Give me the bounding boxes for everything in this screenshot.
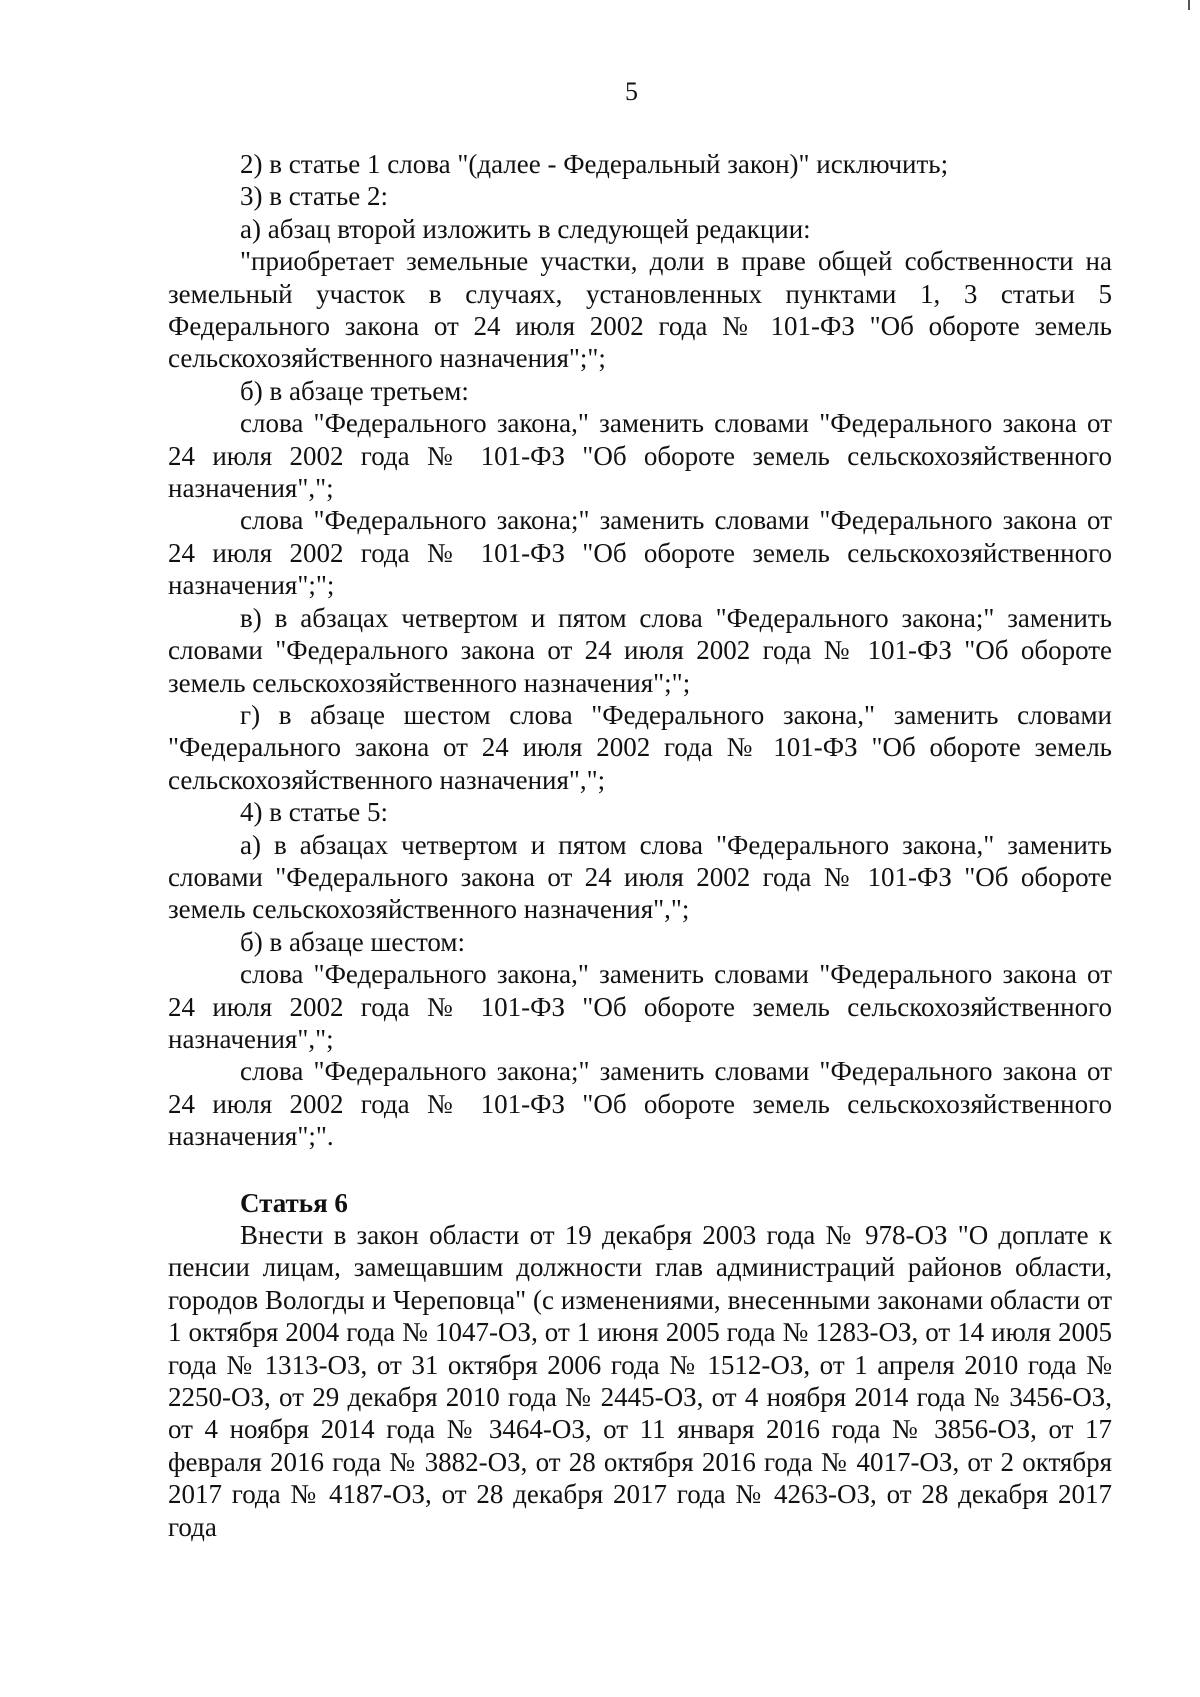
paragraph-5b-words-1: слова "Федерального закона," заменить словами "Федерального закона от 24 июля 2002 года № 101-ФЗ "Об обороте земель сельскохозяйственного назначения","; (168, 959, 1112, 1054)
paragraph-2a: а) абзац второй изложить в следующей редакции: (240, 213, 811, 244)
paragraph-5a: а) в абзацах четвертом и пятом слова "Федерального закона," заменить словами "Федерального закона от 24 июля 2002 года № 101-ФЗ "Об обороте земель сельскохозяйственного назначения","; (168, 829, 1112, 925)
paragraph-2a-quote: "приобретает земельные участки, доли в праве общей собственности на земельный участок в случаях, установленных пунктами 1, 3 статьи 5 Федерального закона от 24 июля 2002 года № 101-ФЗ "Об обороте земель сельскохозяйственного назначения";"; (168, 246, 1112, 374)
paragraph-2b-words-2: слова "Федерального закона;" заменить словами "Федерального закона от 24 июля 2002 года № 101-ФЗ "Об обороте земель сельскохозяйственного назначения";"; (168, 505, 1112, 601)
paragraph-article-2-heading: 3) в статье 2: (240, 181, 388, 212)
document-body (168, 148, 1112, 1543)
article-title: Статья 6 (240, 1187, 348, 1218)
paragraph-2v: в) в абзацах четвертом и пятом слова "Федерального закона;" заменить словами "Федерального закона от 24 июля 2002 года № 101-ФЗ "Об обороте земель сельскохозяйственного назначения";"; (168, 602, 1112, 698)
page-number: 5 (625, 77, 638, 106)
paragraph-2g: г) в абзаце шестом слова "Федерального закона," заменить словами "Федерального закона от 24 июля 2002 года № 101-ФЗ "Об обороте земель сельскохозяйственного назначения","; (168, 699, 1112, 795)
paragraph-article-1-amendment: 2) в статье 1 слова "(далее - Федеральный закон)" исключить; (240, 149, 949, 179)
paragraph-2b: б) в абзаце третьем: (240, 375, 469, 406)
scan-edge-mark (1188, 0, 1190, 10)
paragraph-2b-words-1: слова "Федерального закона," заменить словами "Федерального закона от 24 июля 2002 года № 101-ФЗ "Об обороте земель сельскохозяйственного назначения","; (168, 408, 1112, 504)
article-text: Внести в закон области от 19 декабря 2003 года № 978-ОЗ "О доплате к пенсии лицам, замещавшим должности глав администраций районов области, городов Вологды и Череповца" (с изменениями, внесенными законами области от 1 октября 2004 года № 1047-ОЗ, от 1 июня 2005 года № 1283-ОЗ, от 14 июля 2005 года № 1313-ОЗ, от 31 октября 2006 года № 1512-ОЗ, от 1 апреля 2010 года № 2250-ОЗ, от 29 декабря 2010 года № 2445-ОЗ, от 4 ноября 2014 года № 3456-ОЗ, от 4 ноября 2014 года № 3464-ОЗ, от 11 января 2016 года № 3856-ОЗ, от 17 февраля 2016 года № 3882-ОЗ, от 28 октября 2016 года № 4017-ОЗ, от 2 октября 2017 года № 4187-ОЗ, от 28 декабря 2017 года № 4263-ОЗ, от 28 декабря 2017 года (168, 1220, 1112, 1542)
paragraph-article-5-heading: 4) в статье 5: (240, 797, 388, 828)
paragraph-5b-words-2: слова "Федерального закона;" заменить словами "Федерального закона от 24 июля 2002 года № 101-ФЗ "Об обороте земель сельскохозяйственного назначения";". (168, 1056, 1112, 1152)
paragraph-5b: б) в абзаце шестом: (240, 926, 465, 957)
